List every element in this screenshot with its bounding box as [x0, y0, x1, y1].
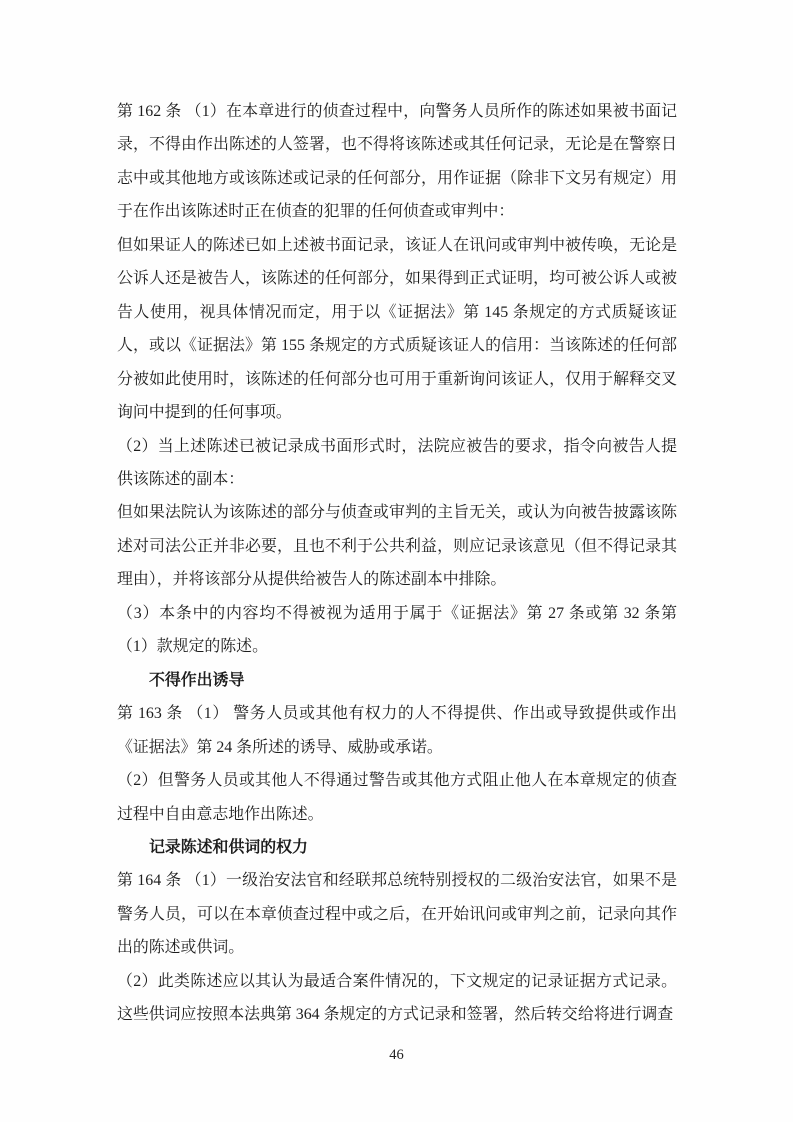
paragraph-article-162-clause-3: （3）本条中的内容均不得被视为适用于属于《证据法》第 27 条或第 32 条第（1）款规定的陈述。	[117, 604, 677, 656]
paragraph-article-162-clause-2-proviso: 但如果法院认为该陈述的部分与侦查或审判的主旨无关，或认为向被告披露该陈述对司法公正并非必要，且也不利于公共利益，则应记录该意见（但不得记录其理由），并将该部分从提供给被告人的陈述副本中排除。	[117, 504, 677, 589]
paragraph-article-164-clause-2: （2）此类陈述应以其认为最适合案件情况的，下文规定的记录证据方式记录。这些供词应按照本法典第 364 条规定的方式记录和签署，然后转交给将进行调查	[117, 972, 677, 1024]
paragraph-article-163-clause-2: （2）但警务人员或其他人不得通过警告或其他方式阻止他人在本章规定的侦查过程中自由意志地作出陈述。	[117, 772, 677, 823]
paragraph-article-162-clause-2: （2）当上述陈述已被记录成书面形式时，法院应被告的要求，指令向被告人提供该陈述的副本：	[117, 437, 677, 488]
paragraph-article-163-clause-1: 第 163 条 （1） 警务人员或其他有权力的人不得提供、作出或导致提供或作出《证据法》第 24 条所述的诱导、威胁或承诺。	[117, 705, 677, 756]
section-heading-no-inducement: 不得作出诱导	[149, 671, 245, 689]
paragraph-article-164-clause-1: 第 164 条 （1）一级治安法官和经联邦总统特别授权的二级治安法官，如果不是警务人员，可以在本章侦查过程中或之后，在开始讯问或审判之前，记录向其作出的陈述或供词。	[117, 872, 677, 957]
paragraph-article-162-clause-1: 第 162 条 （1）在本章进行的侦查过程中，向警务人员所作的陈述如果被书面记录，不得由作出陈述的人签署，也不得将该陈述或其任何记录，无论是在警察日志中或其他地方或该陈述或记录的任何部分，用作证据（除非下文另有规定）用于在作出该陈述时正在侦查的犯罪的任何侦查或审判中：	[117, 103, 677, 221]
page-number: 46	[389, 1047, 404, 1063]
paragraph-article-162-proviso: 但如果证人的陈述已如上述被书面记录，该证人在讯问或审判中被传唤，无论是公诉人还是被告人，该陈述的任何部分，如果得到正式证明，均可被公诉人或被告人使用，视具体情况而定，用于以《证据法》第 145 条规定的方式质疑该证人，或以《证据法》第 155 条规定的方式质疑该证人的信用：当该陈述的任何部分被如此使用时，该陈述的任何部分也可用于重新询问该证人，仅用于解释交叉询问中提到的任何事项。	[117, 236, 677, 422]
section-heading-power-to-record-statements: 记录陈述和供词的权力	[149, 838, 308, 856]
document-body	[117, 95, 677, 1032]
